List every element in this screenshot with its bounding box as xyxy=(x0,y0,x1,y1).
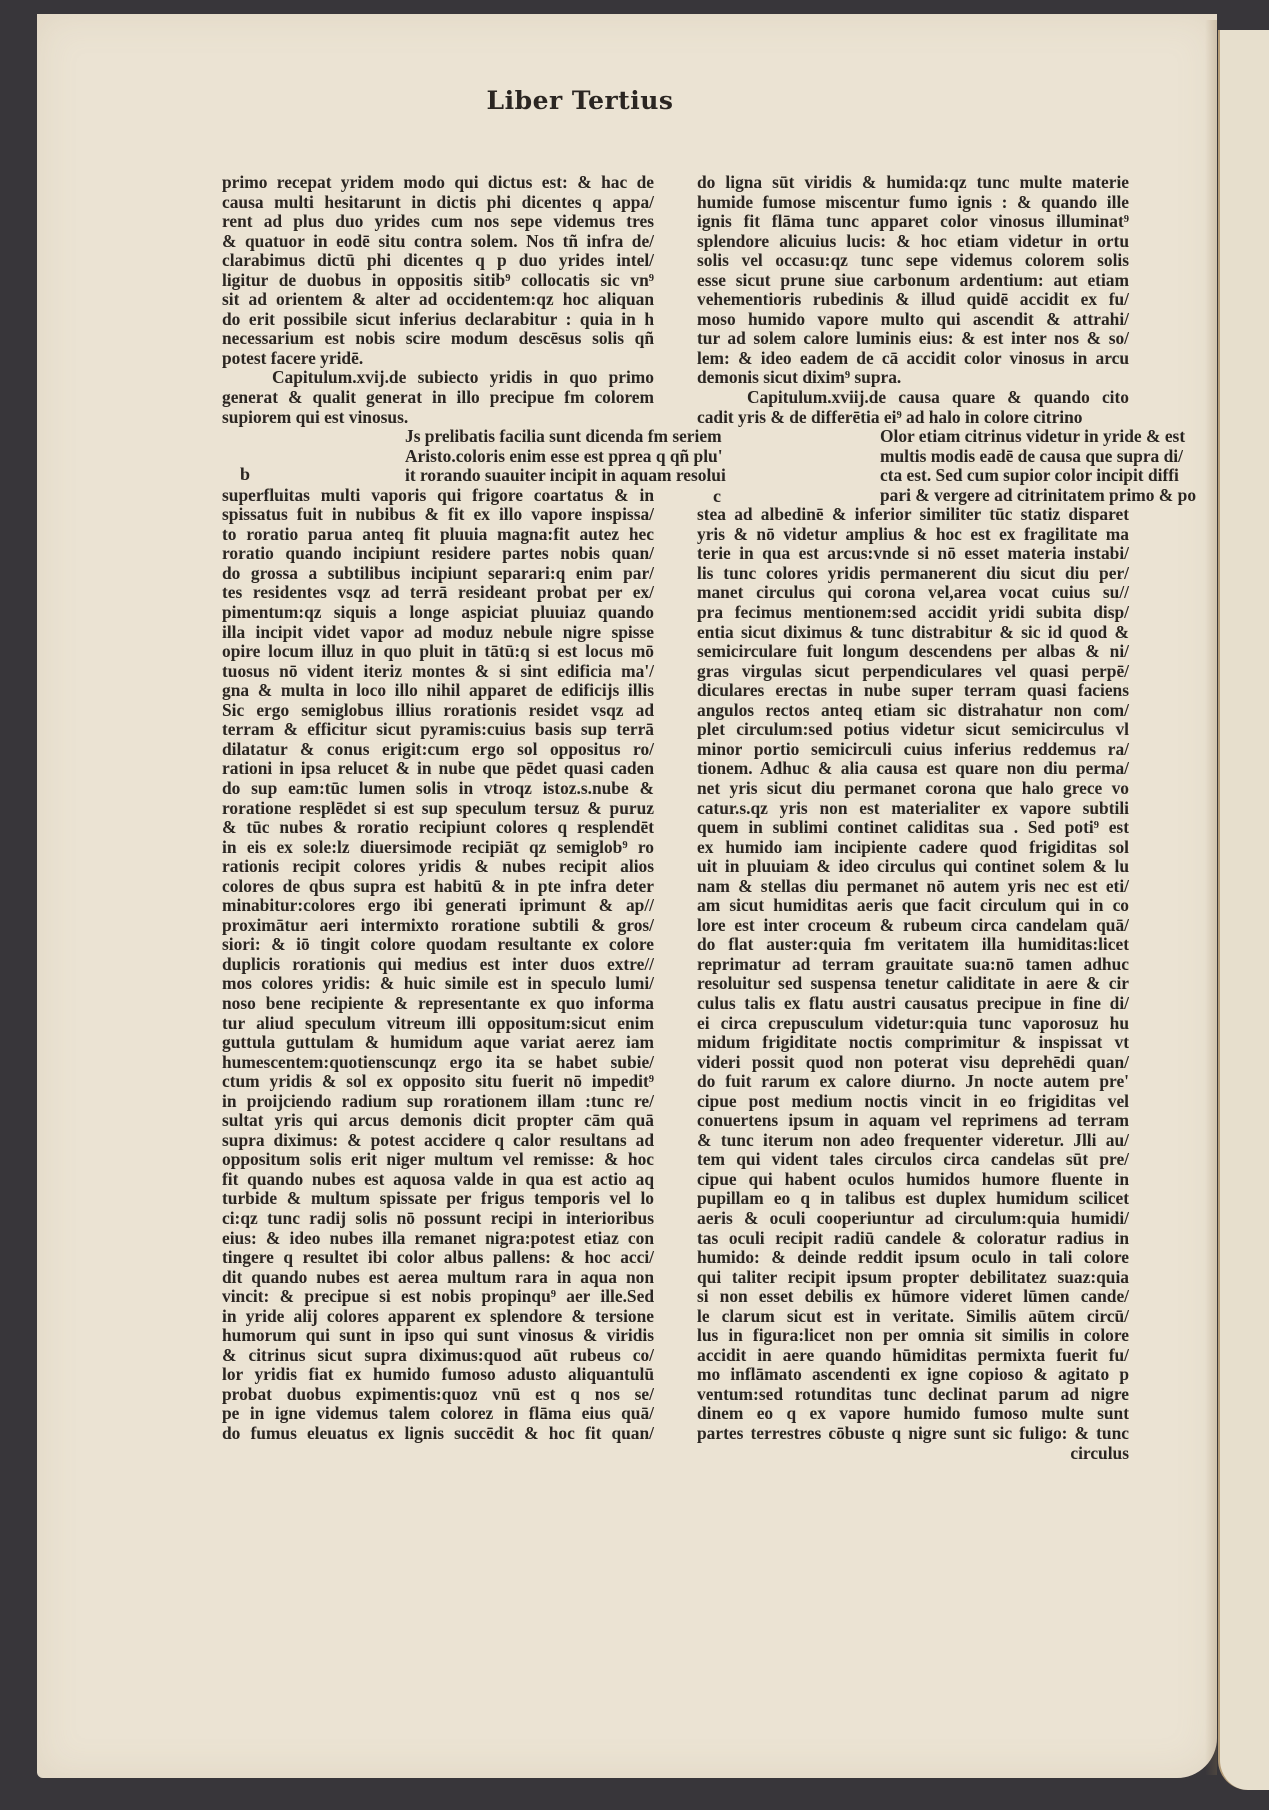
text-line: opire locum illuz in quo pluit in tātū:q si est locus mō xyxy=(222,641,654,662)
text-line: si non esset debilis ex hūmore videret lūmen cande/ xyxy=(697,1286,1129,1307)
text-line: tes residentes vsqz ad terrā resideant probat per ex/ xyxy=(222,582,654,603)
running-head: Liber Tertius xyxy=(486,86,674,115)
text-line: tuosus nō vident iteriz montes & si sint edificia ma'/ xyxy=(222,660,654,681)
text-line: lor yridis fiat ex humido fumoso adusto aliquantulū xyxy=(222,1364,654,1385)
text-line: eius: & ideo nubes illa remanet nigra:potest etiaz con xyxy=(222,1227,654,1248)
text-line: superfluitas multi vaporis qui frigore coartatus & in xyxy=(222,484,654,505)
text-line: manet circulus qui corona vel,area vocat cuius su// xyxy=(697,582,1129,603)
text-line: accidit in aere quando hūmiditas permixta fuerit fu/ xyxy=(697,1344,1129,1365)
text-line: & tūc nubes & roratio recipiunt colores q resplendēt xyxy=(222,817,654,838)
text-line: qui taliter recipit ipsum propter debilitatez suaz:quia xyxy=(697,1266,1129,1287)
text-line: reprimatur ad terram grauitate sua:nō tamen adhuc xyxy=(697,953,1129,974)
text-line: guttula guttulam & humidum aque variat aerez iam xyxy=(222,1032,654,1053)
facing-page-edge xyxy=(1218,30,1269,1790)
text-line: roratione resplēdet si est sup speculum tersuz & puruz xyxy=(222,797,654,818)
text-line: resoluitur sed suspensa tenetur caliditate in aere & cir xyxy=(697,973,1129,994)
text-line: vincit: & precipue si est nobis propinqu⁹ aer ille.Sed xyxy=(222,1286,654,1307)
text-line: esse sicut prune siue carbonum ardentium: aut etiam xyxy=(697,269,1129,290)
text-line: & quatuor in eodē situ contra solem. Nos tñ infra de/ xyxy=(222,230,654,251)
text-line: ex humido iam incipiente cadere quod frigiditas sol xyxy=(697,836,1129,857)
text-line: uit in pluuiam & ideo circulus qui continet solem & lu xyxy=(697,856,1129,877)
text-line: lus in figura:licet non per omnia sit similis in colore xyxy=(697,1325,1129,1346)
text-line: causa multi hesitarunt in dictis phi dicentes q appa/ xyxy=(222,191,654,212)
text-line: lore est inter croceum & rubeum circa candelam quā/ xyxy=(697,914,1129,935)
text-line: necessarium est nobis scire modum descēsus solis qñ xyxy=(222,328,654,349)
text-line: le clarum sicut est in veritate. Similis aūtem circū/ xyxy=(697,1305,1129,1326)
text-line: dilatatur & conus erigit:cum ergo sol oppositus ro/ xyxy=(222,738,654,759)
text-line: in proijciendo radium sup rorationem illam :tunc re/ xyxy=(222,1090,654,1111)
text-line: ctum yridis & sol ex opposito situ fuerit nō impedit⁹ xyxy=(222,1071,654,1092)
text-line: splendore alicuius lucis: & hoc etiam videtur in ortu xyxy=(697,230,1129,251)
text-line: sit ad orientem & alter ad occidentem:qz hoc aliquan xyxy=(222,289,654,310)
text-line: & citrinus sicut supra diximus:quod aūt rubeus co/ xyxy=(222,1344,654,1365)
text-line: pupillam eo q in talibus est duplex humidum scilicet xyxy=(697,1188,1129,1209)
text-line: Capitulum.xviij.de causa quare & quando cito xyxy=(747,387,1129,408)
text-line: cta est. Sed cum supior color incipit diffi xyxy=(880,465,1179,486)
text-line: conuertens ipsum in aquam vel reprimens ad terram xyxy=(697,1110,1129,1131)
text-line: mo inflāmato ascendenti ex igne copioso & agitato p xyxy=(697,1364,1129,1385)
text-line: do ligna sūt viridis & humida:qz tunc multe materie xyxy=(697,172,1129,192)
text-line: aeris & oculi cooperiuntur ad circulum:quia humidi/ xyxy=(697,1207,1129,1228)
text-line: fit quando nubes est aquosa valde in qua est actio aq xyxy=(222,1168,654,1189)
text-line: minor portio semicirculi cuius inferius reddemus ra/ xyxy=(697,738,1129,759)
text-line: dinem eo q ex vapore humido fumoso multe sunt xyxy=(697,1403,1129,1424)
text-line: proximātur aeri intermixto roratione subtili & gros/ xyxy=(222,914,654,935)
text-line: tur ad solem calore luminis eius: & est inter nos & so/ xyxy=(697,328,1129,349)
text-line: midum frigiditate noctis comprimitur & inspissat vt xyxy=(697,1032,1129,1053)
text-line: siori: & iō tingit colore quodam resultante ex colore xyxy=(222,934,654,955)
text-line: do sup eam:tūc lumen solis in vtroqz istoz.s.nube & xyxy=(222,777,654,798)
text-line: multis modis eadē de causa que supra di/ xyxy=(880,445,1183,466)
text-line: angulos rectos anteq etiam sic distrahatur non com/ xyxy=(697,699,1129,720)
text-line: supra diximus: & potest accidere q calor resultans ad xyxy=(222,1129,654,1150)
text-line: do erit possibile sicut inferius declarabitur : quia in h xyxy=(222,308,654,329)
text-line: Capitulum.xvij.de subiecto yridis in quo primo xyxy=(272,367,654,388)
text-line: humide fumose miscentur fumo ignis : & quando ille xyxy=(697,191,1129,212)
text-line: pari & vergere ad citrinitatem primo & po xyxy=(880,484,1197,505)
text-line: do flat auster:quia fm veritatem illa humiditas:licet xyxy=(697,934,1129,955)
text-line: humorum qui sunt in ipso qui sunt vinosus & viridis xyxy=(222,1325,654,1346)
text-line: quem in sublimi continet caliditas sua . Sed poti⁹ est xyxy=(697,817,1129,838)
text-line: yris & nō videtur amplius & hoc est ex fragilitate ma xyxy=(697,523,1129,544)
text-line: nam & stellas diu permanet nō autem yris nec est eti/ xyxy=(697,875,1129,896)
text-line: do fuit rarum ex calore diurno. Jn nocte autem pre' xyxy=(697,1071,1129,1092)
text-line: terie in qua est arcus:vnde si nō esset materia instabi/ xyxy=(697,543,1129,564)
left-column xyxy=(222,172,726,1444)
text-line: Sic ergo semiglobus illius rorationis residet vsqz ad xyxy=(222,699,654,720)
text-line: terram & efficitur sicut pyramis:cuius basis sup terrā xyxy=(222,719,654,740)
text-line: Aristo.coloris enim esse est pprea q qñ plu' xyxy=(405,445,723,466)
text-line: generat & qualit generat in illo precipue fm colorem xyxy=(222,387,654,408)
margin-letter-c: c xyxy=(713,486,721,506)
text-line: videri possit quod non poterat visu deprehēdi quan/ xyxy=(697,1051,1129,1072)
text-line: ligitur de duobus in oppositis sitib⁹ collocatis sic vn⁹ xyxy=(222,269,654,290)
text-line: rationis recipit colores yridis & nubes recipit alios xyxy=(222,856,654,877)
margin-letter-b: b xyxy=(240,464,251,484)
text-line: probat duobus expimentis:quoz vnū est q nos se/ xyxy=(222,1383,654,1404)
text-line: spissatus fuit in nubibus & fit ex illo vapore inspissa/ xyxy=(222,504,654,525)
text-line: semicirculare fuit longum descendens per albas & ni/ xyxy=(697,641,1129,662)
text-line: turbide & multum spissate per frigus temporis vel lo xyxy=(222,1188,654,1209)
text-line: stea ad albedinē & inferior similiter tūc statiz disparet xyxy=(697,504,1129,525)
text-line: lem: & ideo eadem de cā accidit color vinosus in arcu xyxy=(697,347,1129,368)
text-line: noso bene recipiente & representante ex quo informa xyxy=(222,992,654,1013)
text-line: in yride alij colores apparent ex splendore & tersione xyxy=(222,1305,654,1326)
text-line: gna & multa in loco illo nihil apparet de edificijs illis xyxy=(222,680,654,701)
text-line: am sicut humiditas aeris que facit circulum qui in co xyxy=(697,895,1129,916)
text-line: supiorem qui est vinosus. xyxy=(222,406,409,427)
text-line: oppositum solis erit niger multum vel remisse: & hoc xyxy=(222,1149,654,1170)
text-line: sultat yris qui arcus demonis dicit propter cām quā xyxy=(222,1110,654,1131)
text-line: mos colores yridis: & huic simile est in speculo lumi/ xyxy=(222,973,654,994)
text-line: tem qui vident tales circulos circa candelas sūt pre/ xyxy=(697,1149,1129,1170)
text-line: minabitur:colores ergo ibi generati iprimunt & ap// xyxy=(222,895,654,916)
text-line: in eis ex sole:lz diuersimode recipiāt qz semiglob⁹ ro xyxy=(222,836,654,857)
text-line: humescentem:quotienscunqz ergo ita se habet subie/ xyxy=(222,1051,654,1072)
text-line: colores de qbus supra est habitū & in pte infra deter xyxy=(222,875,654,896)
text-line: catur.s.qz yris non est materialiter ex vapore subtili xyxy=(697,797,1129,818)
text-line: rationi in ipsa relucet & in nube que pēdet quasi caden xyxy=(222,758,654,779)
text-line: cipue qui habent oculos humidos humore fluente in xyxy=(697,1168,1129,1189)
text-line: do fumus eleuatus ex lignis succēdit & hoc fit quan/ xyxy=(222,1423,654,1443)
text-line: tionem. Adhuc & alia causa est quare non diu perma/ xyxy=(697,758,1129,779)
text-line: tas oculi recipit radiū candele & coloratur radius in xyxy=(697,1227,1129,1248)
text-line: culus talis ex flatu austri causatus precipue in fine di/ xyxy=(697,992,1129,1013)
text-line: lis tunc colores yridis permanerent diu sicut diu per/ xyxy=(697,562,1129,583)
text-line: to roratio parua anteq fit pluuia magna:fit autez hec xyxy=(222,523,654,544)
text-line: pe in igne videmus talem colorez in flāma eius quā/ xyxy=(222,1403,654,1424)
text-line: pimentum:qz siquis a longe aspiciat pluuiaz quando xyxy=(222,602,654,623)
text-line: dit quando nubes est aerea multum rara in aqua non xyxy=(222,1266,654,1287)
text-line: net yris sicut diu permanet corona que halo grece vo xyxy=(697,777,1129,798)
text-line: entia sicut diximus & tunc distrabitur & sic id quod & xyxy=(697,621,1129,642)
text-line: diculares erectas in nube super terram quasi faciens xyxy=(697,680,1129,701)
gutter-shadow xyxy=(1205,20,1217,1775)
text-line: partes terrestres cōbuste q nigre sunt sic fuligo: & tunc xyxy=(697,1423,1129,1443)
text-line: rent ad plus duo yrides cum nos sepe videmus tres xyxy=(222,211,654,232)
text-line: humido: & deinde reddit ipsum oculo in tali colore xyxy=(697,1247,1129,1268)
text-line: gras virgulas sicut perpendiculares vel quasi perpē/ xyxy=(697,660,1129,681)
text-line: duplicis rorationis qui medius est inter duos extre// xyxy=(222,953,654,974)
text-line: pra fecimus mentionem:sed accidit yridi subita disp/ xyxy=(697,602,1129,623)
text-line: moso humido vapore multo qui ascendit & attrahi/ xyxy=(697,308,1129,329)
text-line: demonis sicut dixim⁹ supra. xyxy=(697,367,902,388)
text-line: ignis fit flāma tunc apparet color vinosus illuminat⁹ xyxy=(697,211,1129,232)
text-line: it rorando suauiter incipit in aquam resolui xyxy=(405,465,726,486)
text-line: Js prelibatis facilia sunt dicenda fm seriem xyxy=(405,426,722,447)
text-line: ventum:sed rotunditas tunc declinat parum ad nigre xyxy=(697,1383,1129,1404)
text-line: illa incipit videt vapor ad moduz nebule nigre spisse xyxy=(222,621,654,642)
text-line: potest facere yridē. xyxy=(222,347,364,368)
text-line: cadit yris & de differētia ei⁹ ad halo in colore citrino xyxy=(697,406,1083,427)
text-line: circulus xyxy=(1070,1442,1129,1463)
text-line: do grossa a subtilibus incipiunt separari:q enim par/ xyxy=(222,562,654,583)
text-line: ci:qz tunc radij solis nō possunt recipi in interioribus xyxy=(222,1207,654,1228)
text-line: roratio quando incipiunt residere partes nobis quan/ xyxy=(222,543,654,564)
text-line: clarabimus dictū phi dicentes q p duo yrides intel/ xyxy=(222,250,654,271)
text-line: & tunc iterum non adeo frequenter videretur. Jlli au/ xyxy=(697,1129,1129,1150)
text-line: vehementioris rubedinis & illud quidē accidit ex fu/ xyxy=(697,289,1129,310)
text-line: ei circa crepusculum videtur:quia tunc vaporosuz hu xyxy=(697,1012,1129,1033)
text-line: primo recepat yridem modo qui dictus est: & hac de xyxy=(222,172,654,192)
text-line: cipue post medium noctis vincit in eo frigiditas vel xyxy=(697,1090,1129,1111)
text-line: solis vel occasu:qz tunc sepe videmus colorem solis xyxy=(697,250,1129,271)
text-line: Olor etiam citrinus videtur in yride & est xyxy=(880,426,1186,447)
text-line: tur aliud speculum vitreum illi oppositum:sicut enim xyxy=(222,1012,654,1033)
text-line: tingere q resultet ibi color albus pallens: & hoc acci/ xyxy=(222,1247,654,1268)
right-column xyxy=(697,172,1197,1463)
text-line: plet circulum:sed potius videtur sicut semicirculus vl xyxy=(697,719,1129,740)
